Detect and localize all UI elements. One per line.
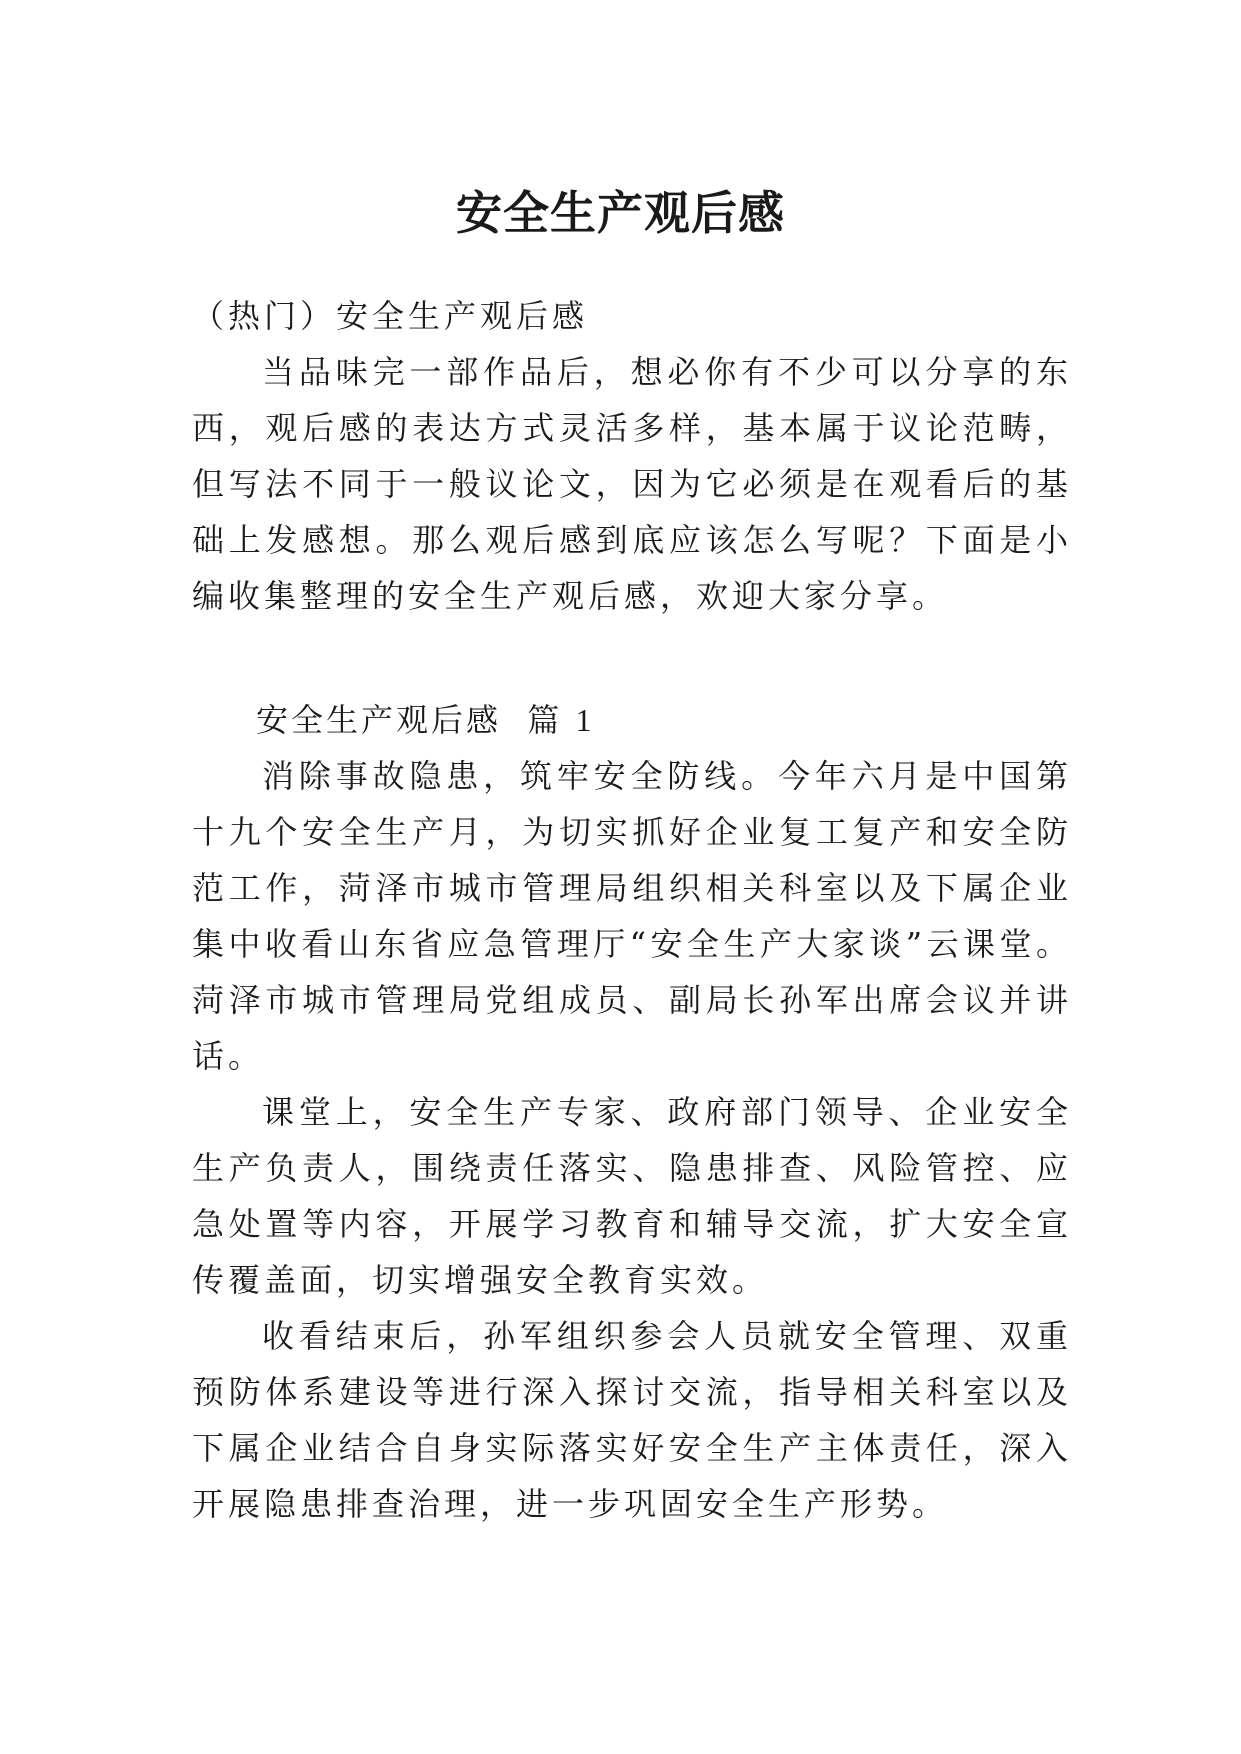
body-paragraph-2: 课堂上，安全生产专家、政府部门领导、企业安全生产负责人，围绕责任落实、隐患排查、风险管控、应急处置等内容，开展学习教育和辅导交流，扩大安全宣传覆盖面，切实增强安全教育实效。: [192, 1093, 1072, 1299]
lead-line: （热门）安全生产观后感: [192, 297, 589, 335]
document-body: [192, 288, 1072, 1532]
intro-paragraph: 当品味完一部作品后，想必你有不少可以分享的东西，观后感的表达方式灵活多样，基本属于议论范畴，但写法不同于一般议论文，因为它必须是在观看后的基础上发感想。那么观后感到底应该怎么写呢？下面是小编收集整理的安全生产观后感，欢迎大家分享。: [192, 353, 1072, 615]
document-title: 安全生产观后感: [456, 185, 785, 240]
body-paragraph-3: 收看结束后，孙军组织参会人员就安全管理、双重预防体系建设等进行深入探讨交流，指导相关科室以及下属企业结合自身实际落实好安全生产主体责任，深入开展隐患排查治理，进一步巩固安全生产形势。: [192, 1317, 1072, 1523]
section-gap: [192, 624, 1072, 692]
body-paragraph-1: 消除事故隐患，筑牢安全防线。今年六月是中国第十九个安全生产月，为切实抓好企业复工复产和安全防范工作，菏泽市城市管理局组织相关科室以及下属企业集中收看山东省应急管理厅“安全生产大家谈”云课堂。菏泽市城市管理局党组成员、副局长孙军出席会议并讲话。: [192, 757, 1072, 1075]
section-title: 安全生产观后感: [256, 701, 502, 739]
section-label: 篇: [527, 701, 563, 739]
section-number: 1: [575, 702, 592, 738]
section-heading: [192, 692, 1072, 748]
